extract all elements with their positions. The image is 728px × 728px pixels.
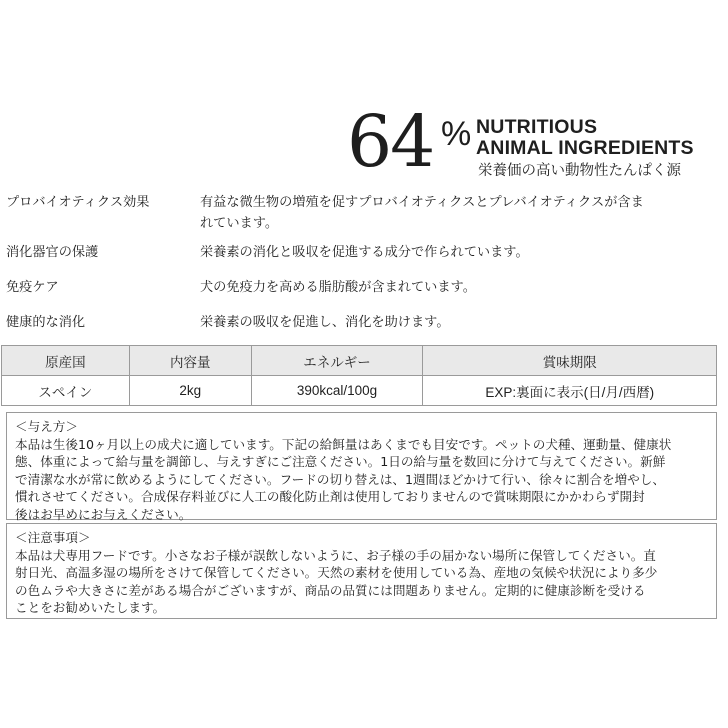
header-content: 内容量 bbox=[129, 346, 251, 376]
cell-origin: スペイン bbox=[2, 376, 130, 406]
caution-line: の色ムラや大きさに差がある場合がございますが、商品の品質には問題ありません。定期的に健康診断を受ける bbox=[15, 582, 646, 598]
caution-line: 本品は犬専用フードです。小さなお子様が誤飲しないように、お子様の手の届かない場所に保管してください。直 bbox=[15, 547, 656, 563]
feature-label-digestive: 消化器官の保護 bbox=[6, 245, 99, 260]
feeding-line: 本品は生後10ヶ月以上の成犬に適しています。下記の給餌量はあくまでも目安です。ペットの犬種、運動量、健康状 bbox=[15, 436, 672, 452]
cell-expiry: EXP:裏面に表示(日/月/西暦) bbox=[423, 376, 717, 406]
feeding-line: 態、体重によって給与量を調節し、与えすぎにご注意ください。1日の給与量を数回に分けて与えてください。新鮮 bbox=[15, 454, 666, 470]
hero-banner bbox=[345, 100, 728, 190]
cell-content: 2kg bbox=[129, 376, 251, 406]
feature-desc-immune: 犬の免疫力を高める脂肪酸が含まれています。 bbox=[200, 280, 476, 295]
feeding-instructions-box bbox=[6, 412, 717, 520]
feeding-line: 後はお早めにお与えください。 bbox=[15, 506, 192, 522]
caution-title: ＜注意事項＞ bbox=[15, 530, 91, 545]
header-origin: 原産国 bbox=[2, 346, 130, 376]
feature-label-probiotics: プロバイオティクス効果 bbox=[6, 195, 150, 210]
cell-energy: 390kcal/100g bbox=[251, 376, 423, 406]
feature-desc-probiotics: 有益な微生物の増殖を促すプロバイオティクスとプレバイオティクスが含ま bbox=[200, 195, 644, 210]
feeding-title: ＜与え方＞ bbox=[15, 419, 78, 434]
feature-desc-probiotics-cont: れています。 bbox=[200, 216, 279, 231]
percent-value: 64 bbox=[347, 100, 434, 183]
spec-table-row bbox=[2, 376, 717, 406]
caution-line: ことをお勧めいたします。 bbox=[15, 600, 166, 616]
percent-sign: % bbox=[441, 115, 472, 153]
caution-box bbox=[6, 523, 717, 619]
hero-title-line2: ANIMAL INGREDIENTS bbox=[476, 137, 694, 159]
feature-label-healthy-digestion: 健康的な消化 bbox=[6, 315, 86, 330]
feeding-line: で清潔な水が常に飲めるようにしてください。フードの切り替えは、1週間ほどかけて行い、徐々に割合を増やし、 bbox=[15, 471, 665, 487]
spec-table bbox=[1, 345, 717, 406]
caution-line: 射日光、高温多湿の場所をさけて保管してください。天然の素材を使用している為、産地の気候や状況により多少 bbox=[15, 565, 658, 581]
feature-desc-digestive: 栄養素の消化と吸収を促進する成分で作られています。 bbox=[200, 245, 529, 260]
hero-title-line1: NUTRITIOUS bbox=[476, 116, 598, 138]
feature-desc-healthy-digestion: 栄養素の吸収を促進し、消化を助けます。 bbox=[200, 315, 450, 330]
header-energy: エネルギー bbox=[251, 346, 423, 376]
hero-subtitle: 栄養価の高い動物性たんぱく源 bbox=[478, 163, 681, 179]
feature-label-immune: 免疫ケア bbox=[6, 280, 59, 295]
spec-table-header bbox=[2, 346, 717, 376]
feeding-line: 慣れさせてください。合成保存料並びに人工の酸化防止剤は使用しておりませんので賞味期限にかかわらず開封 bbox=[15, 489, 645, 505]
header-expiry: 賞味期限 bbox=[423, 346, 717, 376]
